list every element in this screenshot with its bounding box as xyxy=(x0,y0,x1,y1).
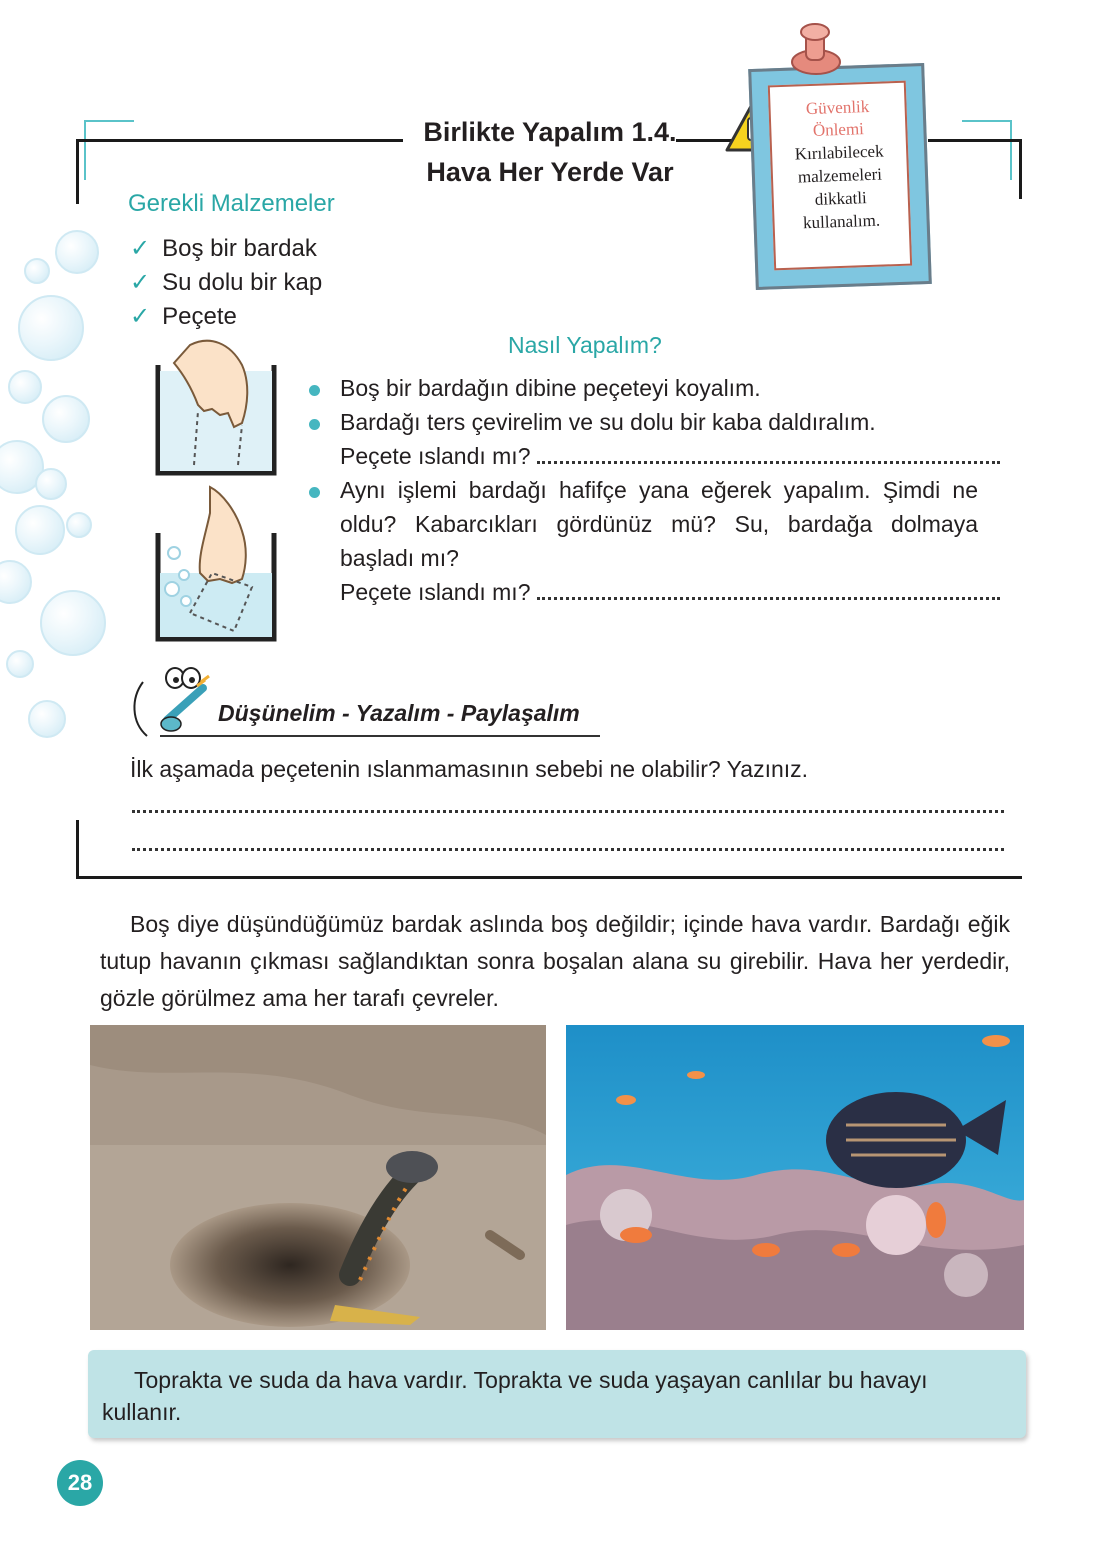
info-note-box xyxy=(88,1350,1026,1438)
coral-reef-photo xyxy=(566,1025,1024,1330)
procedure-step-3 xyxy=(340,473,1000,609)
bullet-icon xyxy=(309,385,320,396)
material-item-label: Boş bir bardak xyxy=(162,235,317,262)
corner-accent-right xyxy=(962,120,1012,122)
safety-card xyxy=(768,81,912,271)
material-item-label: Su dolu bir kap xyxy=(162,269,323,296)
body-paragraph xyxy=(100,906,1010,1017)
frame-left-bottom xyxy=(76,820,79,878)
corner-accent-right xyxy=(1010,120,1012,180)
step-3-question: Peçete ıslandı mı? xyxy=(340,579,531,605)
safety-heading-line1: Güvenlik xyxy=(805,96,870,119)
bullet-icon xyxy=(309,487,320,498)
step-3-answer-line[interactable] xyxy=(537,583,1001,600)
step-3-text xyxy=(340,473,1000,575)
think-heading-underline xyxy=(160,735,600,737)
bubble-decoration xyxy=(28,700,66,738)
safety-note xyxy=(748,63,932,290)
body-paragraph-text: Boş diye düşündüğümüz bardak aslında boş değildir; içinde hava vardır. Bardağı eğik tutup havanın çıkması sağlandıktan sonra boşalan alana su girebilir. Hava her yerdedir, gözle görülmez ama her tarafı çevreler. xyxy=(100,911,1010,1011)
think-question: İlk aşamada peçetenin ıslanmamasının sebebi ne olabilir? Yazınız. xyxy=(130,756,809,782)
step-2-question: Peçete ıslandı mı? xyxy=(340,443,531,469)
glass-upright-illustration xyxy=(150,335,280,480)
glass-tilted-illustration xyxy=(150,483,280,645)
step-3-answer-row xyxy=(340,575,1000,609)
step-2-text: Bardağı ters çevirelim ve su dolu bir kaba daldıralım. xyxy=(340,409,876,435)
bubble-decoration xyxy=(6,650,34,678)
bubble-decoration xyxy=(8,370,42,404)
material-item xyxy=(130,234,317,263)
bubble-decoration xyxy=(42,395,90,443)
step-3-text-content: Aynı işlemi bardağı hafifçe yana eğerek yapalım. Şimdi ne oldu? Kabarcıkları gördünüz mü? Su, bardağa dolmaya başladı mı? xyxy=(340,477,978,571)
frame-top-left xyxy=(76,139,403,142)
material-item-label: Peçete xyxy=(162,303,237,330)
bubble-decoration xyxy=(66,512,92,538)
materials-heading: Gerekli Malzemeler xyxy=(128,190,335,217)
bubble-decoration xyxy=(35,468,67,500)
corner-accent-left xyxy=(84,120,86,180)
pushpin-icon xyxy=(778,20,848,80)
step-2-answer-row xyxy=(340,439,1000,473)
frame-right-top xyxy=(1019,139,1022,199)
activity-title-line1: Birlikte Yapalım 1.4. xyxy=(423,117,677,147)
check-icon: ✓ xyxy=(130,303,151,330)
step-1-text: Boş bir bardağın dibine peçeteyi koyalım. xyxy=(340,375,761,401)
thinking-pencil-icon xyxy=(125,662,220,740)
bubble-decoration xyxy=(18,295,84,361)
page-number: 28 xyxy=(57,1460,103,1506)
step-2-answer-line[interactable] xyxy=(537,447,1001,464)
bubble-decoration xyxy=(40,590,106,656)
bullet-icon xyxy=(309,419,320,430)
bubble-decoration xyxy=(15,505,65,555)
safety-text-line4: kullanalım. xyxy=(802,210,881,233)
answer-line-1[interactable] xyxy=(132,796,1004,813)
procedure-step-1 xyxy=(340,371,1000,405)
bubble-decoration xyxy=(0,560,32,604)
activity-title xyxy=(405,112,695,192)
procedure-heading: Nasıl Yapalım? xyxy=(508,332,662,358)
answer-line-2[interactable] xyxy=(132,834,1004,851)
lizard-burrow-photo xyxy=(90,1025,546,1330)
material-item xyxy=(130,302,237,331)
material-item xyxy=(130,268,322,297)
frame-top-right xyxy=(928,139,1022,142)
safety-text-line2: malzemeleri xyxy=(797,164,883,187)
frame-left-top xyxy=(76,139,79,204)
info-note-content: Toprakta ve suda da hava vardır. Toprakta ve suda yaşayan canlılar bu havayı kullanır. xyxy=(102,1367,928,1425)
bubble-decoration xyxy=(55,230,99,274)
safety-heading-line2: Önlemi xyxy=(812,119,865,140)
bubble-decoration xyxy=(24,258,50,284)
procedure-step-2 xyxy=(340,405,1000,473)
think-heading: Düşünelim - Yazalım - Paylaşalım xyxy=(218,700,580,726)
frame-bottom xyxy=(76,876,1022,879)
corner-accent-left xyxy=(84,120,134,122)
info-note-text xyxy=(102,1364,1012,1428)
activity-title-line2: Hava Her Yerde Var xyxy=(426,157,674,187)
safety-text-line3: dikkatli xyxy=(814,188,868,209)
check-icon: ✓ xyxy=(130,269,151,296)
check-icon: ✓ xyxy=(130,235,151,262)
safety-text-line1: Kırılabilecek xyxy=(794,141,884,164)
